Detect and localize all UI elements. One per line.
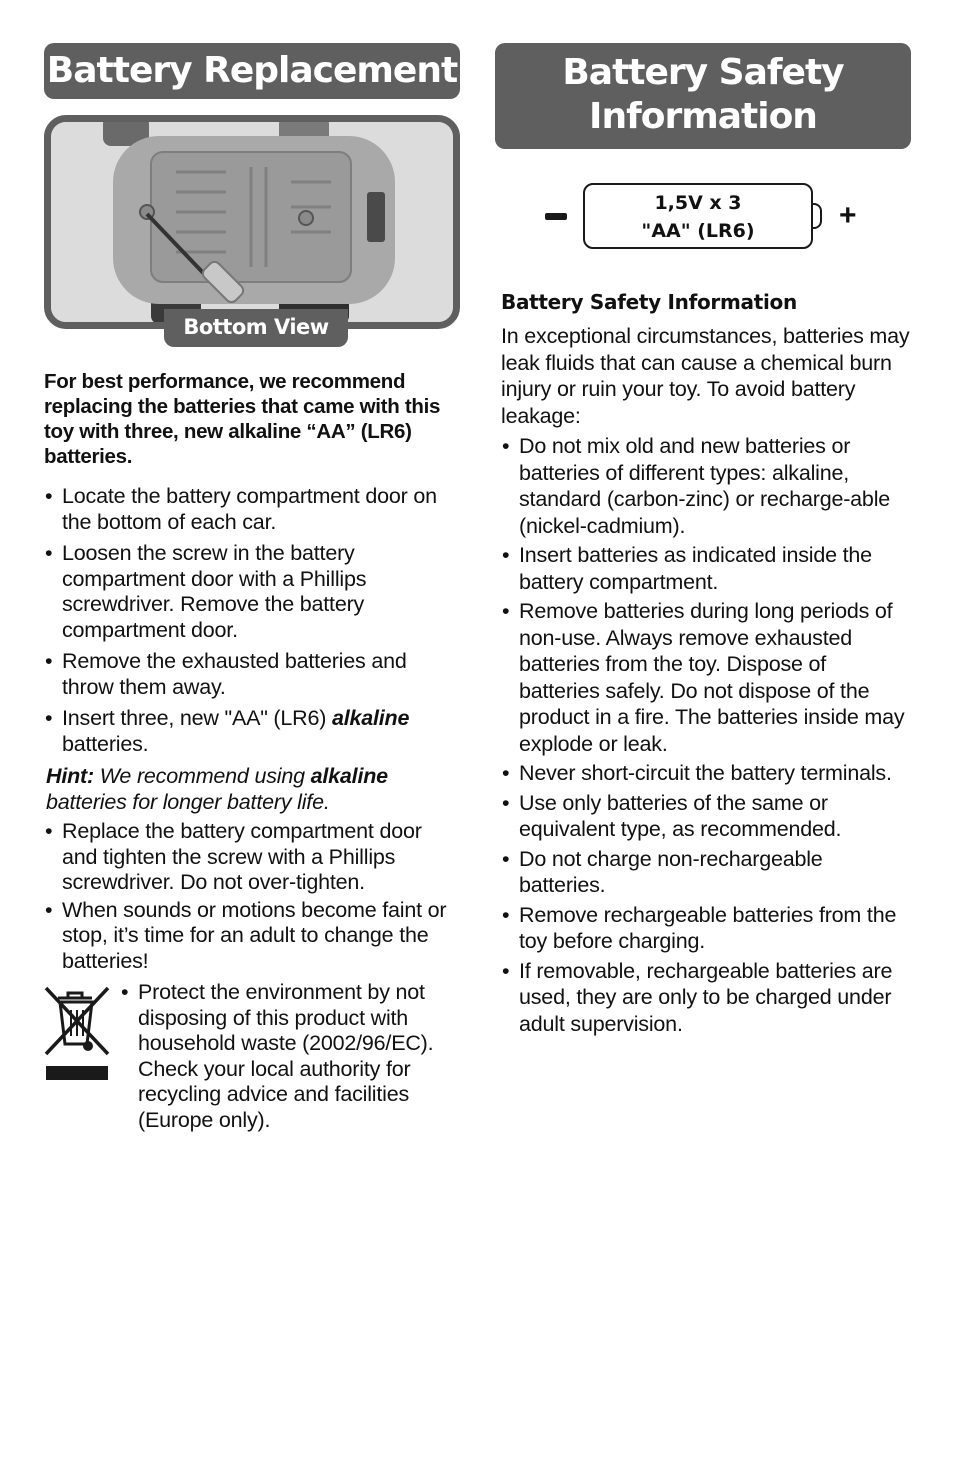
list-item: • Insert batteries as indicated inside the battery compartment. xyxy=(501,542,911,595)
list-item: • When sounds or motions become faint or stop, it’s time for an adult to change the batteries! xyxy=(44,898,460,975)
plus-icon: + xyxy=(839,199,857,232)
safety-intro-paragraph: In exceptional circumstances, batteries may leak fluids that can cause a chemical burn injury or ruin your toy. To avoid battery leakage: xyxy=(501,324,910,428)
weee-bar xyxy=(46,1066,108,1080)
recommendation-text: For best performance, we recommend replacing the batteries that came with this toy with three, new alkaline “AA” (LR6) batteries. xyxy=(44,370,441,468)
alkaline-emphasis: alkaline xyxy=(331,706,410,730)
list-item: • Do not charge non-rechargeable batteries. xyxy=(501,846,911,899)
bottom-view-photo xyxy=(44,115,460,339)
list-item: • Remove rechargeable batteries from the toy before charging. xyxy=(501,902,911,955)
battery-replacement-title: Battery Replacement xyxy=(44,43,460,99)
battery-safety-title: Battery Safety Information xyxy=(495,43,911,149)
list-item: • If removable, rechargeable batteries are used, they are only to be charged under adult supervision. xyxy=(501,958,911,1038)
list-item: • Replace the battery compartment door and tighten the screw with a Phillips screwdriver. Do not over-tighten. xyxy=(44,819,460,896)
list-item: • Remove batteries during long periods of non-use. Always remove exhausted batteries from the toy. Dispose of batteries safely. Do not dispose of the product in a fire. The batteries inside may explode or leak. xyxy=(501,598,911,757)
environment-notice xyxy=(44,980,460,1140)
battery-body xyxy=(583,183,813,249)
battery-type: "AA" (LR6) xyxy=(641,220,755,242)
list-item: • Use only batteries of the same or equivalent type, as recommended. xyxy=(501,790,911,843)
minus-icon xyxy=(545,213,567,220)
car-underside-image xyxy=(51,122,453,322)
battery-safety-column xyxy=(495,0,911,1040)
safety-rules xyxy=(495,433,911,1037)
safety-section-title: Battery Safety Information xyxy=(501,290,797,314)
replacement-steps-continued xyxy=(44,819,460,974)
list-item: • Insert three, new "AA" (LR6) alkaline batteries. xyxy=(44,706,460,757)
replacement-steps xyxy=(44,484,460,757)
list-item: • Loosen the screw in the battery compartment door with a Phillips screwdriver. Remove the battery compartment door. xyxy=(44,541,460,643)
battery-voltage: 1,5V x 3 xyxy=(654,192,742,214)
battery-diagram xyxy=(495,183,911,253)
list-item: • Never short-circuit the battery terminals. xyxy=(501,760,911,787)
list-item: • Locate the battery compartment door on the bottom of each car. xyxy=(44,484,460,535)
battery-replacement-column xyxy=(44,0,460,1140)
bottom-view-label: Bottom View xyxy=(164,309,348,347)
environment-note: • Protect the environment by not disposing of this product with household waste (2002/96/EC). Check your local authority for recycling advice and facilities (Europe only). xyxy=(120,980,460,1133)
hint-text: Hint: We recommend using alkaline batteries for longer battery life. xyxy=(46,764,388,814)
list-item: • Do not mix old and new batteries or batteries of different types: alkaline, standard (carbon-zinc) or recharge-able (nickel-cadmium). xyxy=(501,433,911,539)
list-item: • Remove the exhausted batteries and throw them away. xyxy=(44,649,460,700)
battery-terminal xyxy=(813,203,822,229)
crossed-out-wheelie-bin-icon xyxy=(44,984,110,1056)
